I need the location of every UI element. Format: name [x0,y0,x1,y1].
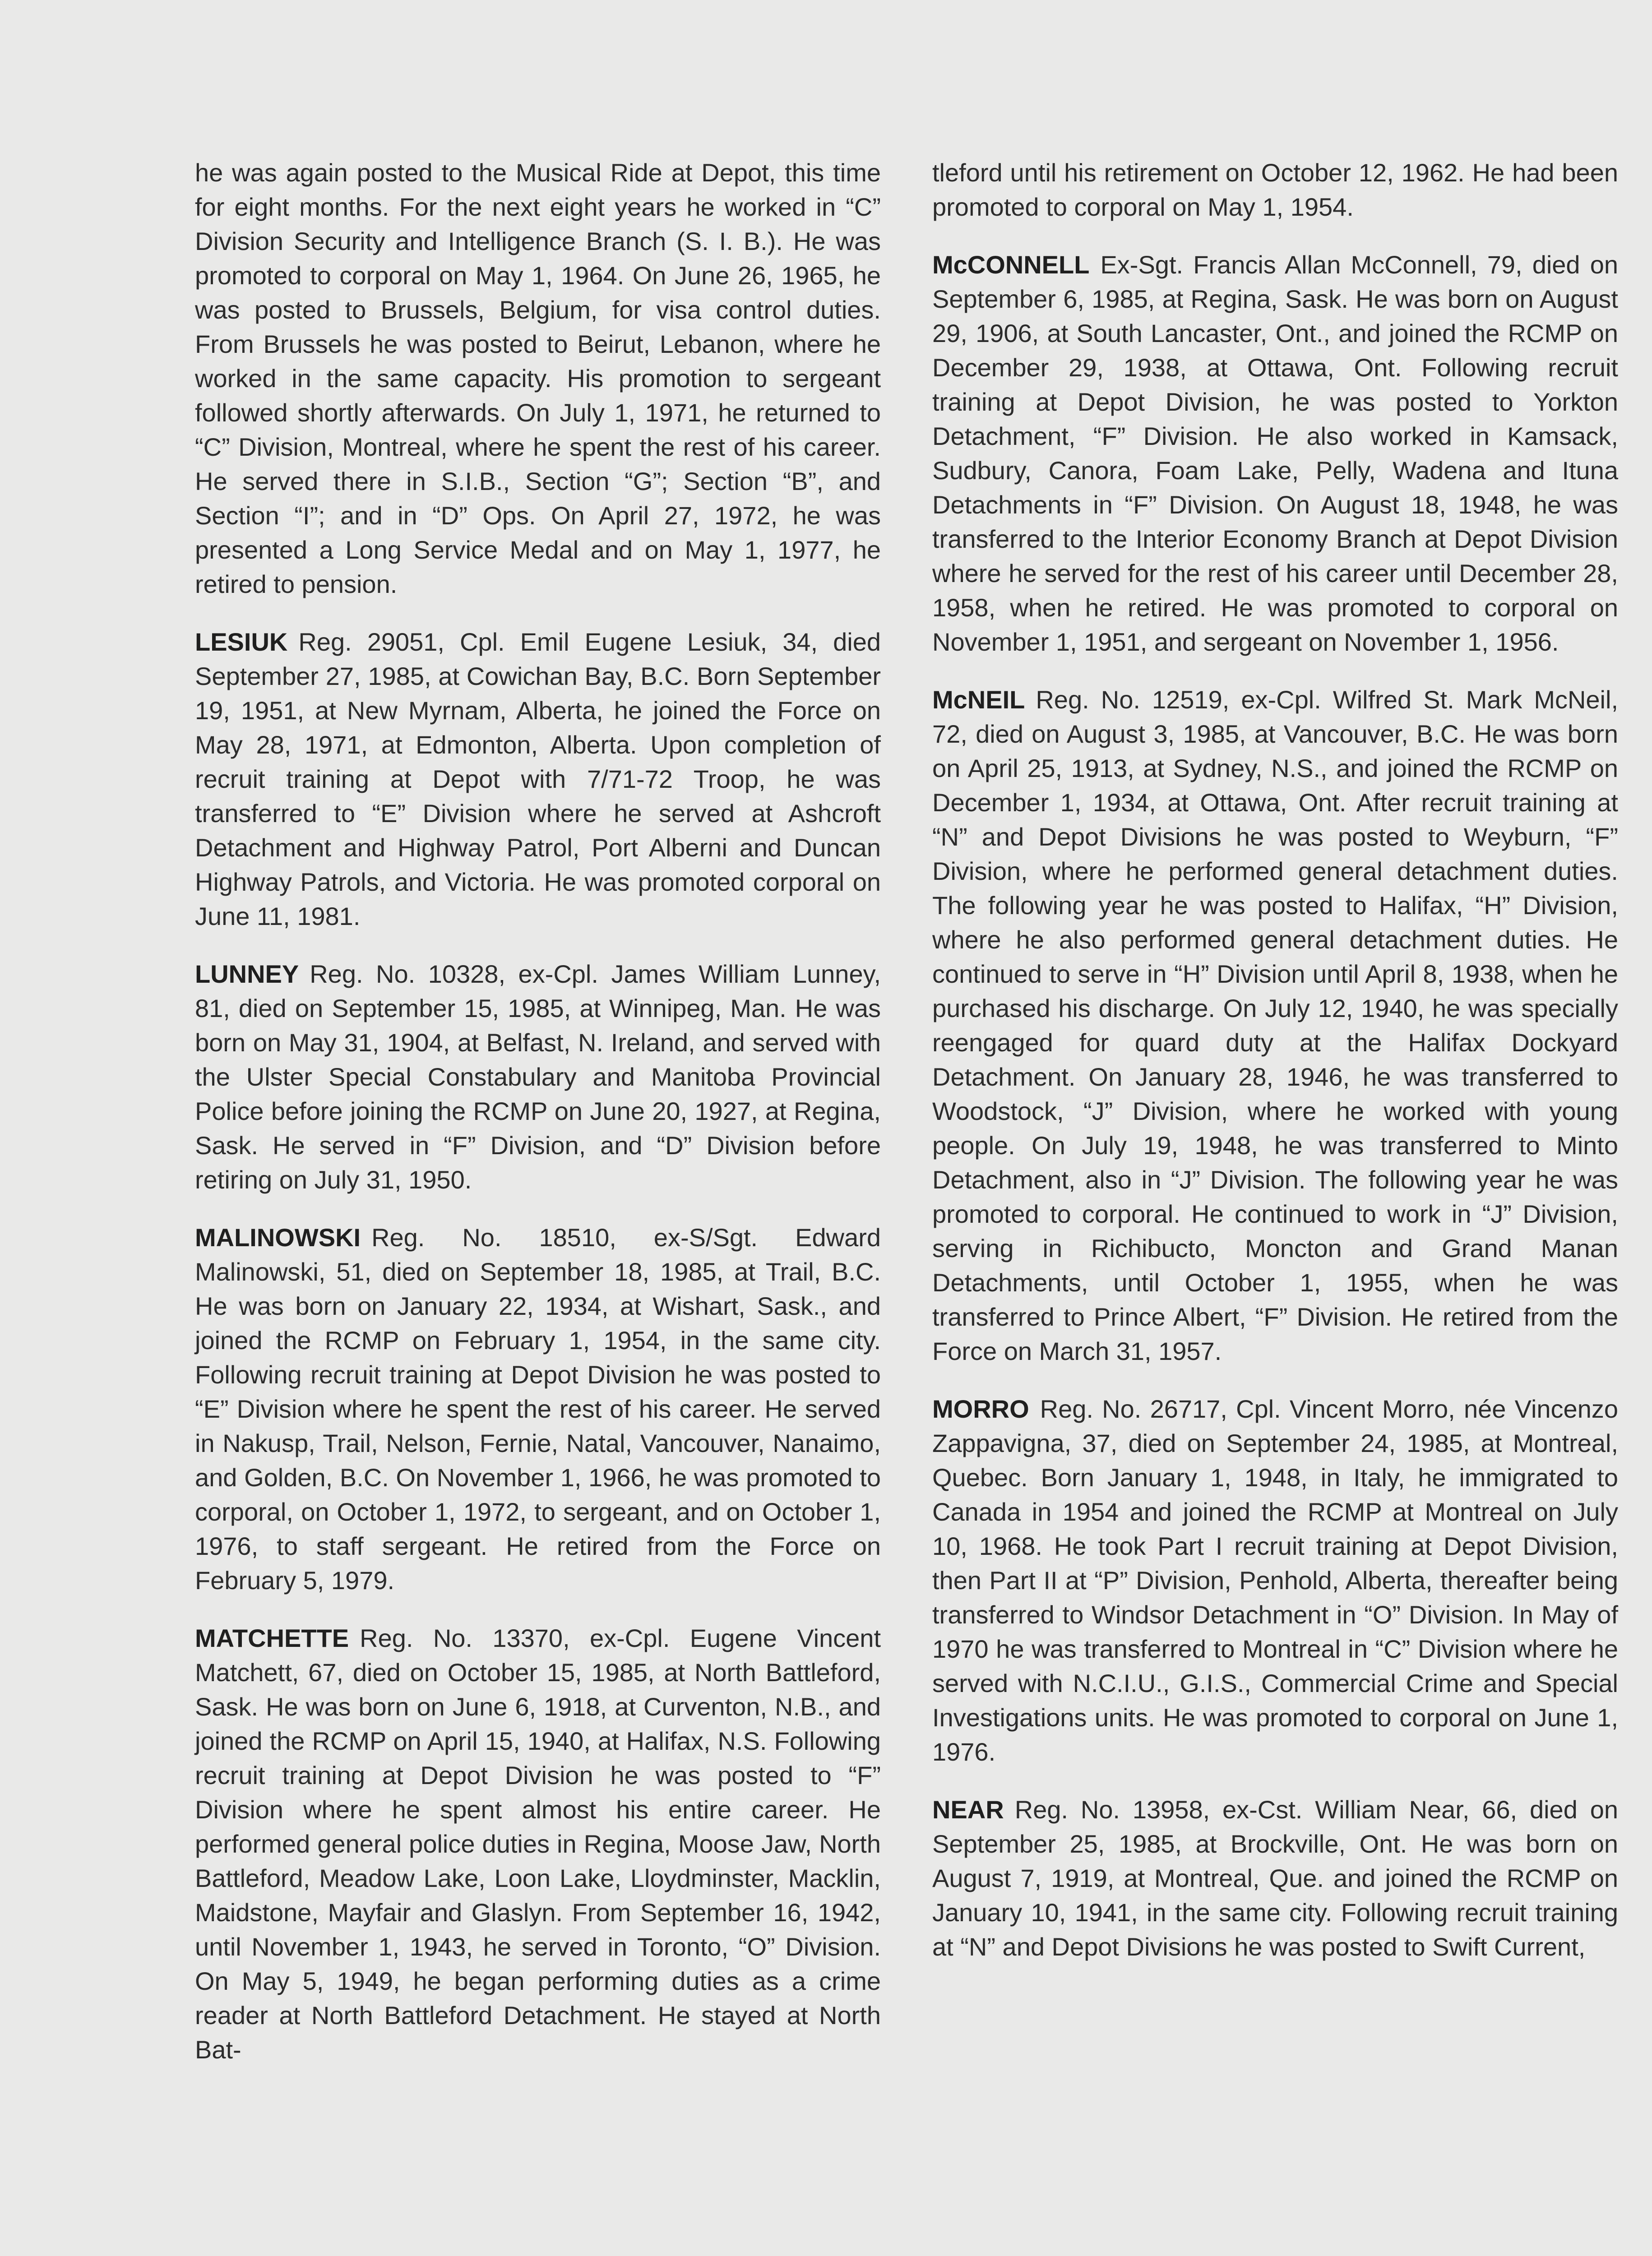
continuation-paragraph [932,156,1618,224]
obituary-entry [195,625,881,934]
obituary-entry [195,957,881,1197]
obituary-entry [932,1392,1618,1769]
obituary-entry [932,683,1618,1368]
obituary-text: Reg. No. 12519, ex-Cpl. Wilfred St. Mark McNeil, 72, died on August 3, 1985, at Vancouver, B.C. He was born on April 25, 1913, at Sydney, N.S., and joined the RCMP on December 1, 1934, at Ottawa, Ont. After recruit training at “N” and Depot Divisions he was posted to Weyburn, “F” Division, where he performed general detachment duties. The following year he was posted to Halifax, “H” Division, where he also performed general detachment duties. He continued to serve in “H” Division until April 8, 1938, when he purchased his discharge. On July 12, 1940, he was specially reengaged for quard duty at the Halifax Dockyard Detachment. On January 28, 1946, he was transferred to Woodstock, “J” Division, where he worked with young people. On July 19, 1948, he was transferred to Minto Detachment, also in “J” Division. The following year he was promoted to corporal. He continued to work in “J” Division, serving in Richibucto, Moncton and Grand Manan Detachments, until October 1, 1955, when he was transferred to Prince Albert, “F” Division. He retired from the Force on March 31, 1957. [932,685,1618,1365]
obituary-text: Reg. No. 10328, ex-Cpl. James William Lunney, 81, died on September 15, 1985, at Winnipeg, Man. He was born on May 31, 1904, at Belfast, N. Ireland, and served with the Ulster Special Constabulary and Manitoba Provincial Police before joining the RCMP on June 20, 1927, at Regina, Sask. He served in “F” Division, and “D” Division before retiring on July 31, 1950. [195,960,881,1194]
continuation-text: he was again posted to the Musical Ride at Depot, this time for eight months. For the next eight years he worked in “C” Division Security and Intelligence Branch (S. I. B.). He was promoted to corporal on May 1, 1964. On June 26, 1965, he was posted to Brussels, Belgium, for visa control duties. From Brussels he was posted to Beirut, Lebanon, where he worked in the same capacity. His promotion to sergeant followed shortly afterwards. On July 1, 1971, he returned to “C” Division, Montreal, where he spent the rest of his career. He served there in S.I.B., Section “G”; Section “B”, and Section “I”; and in “D” Ops. On April 27, 1972, he was presented a Long Service Medal and on May 1, 1977, he retired to pension. [195,158,881,598]
right-column [932,156,1618,1988]
obituary-text: Reg. No. 13370, ex-Cpl. Eugene Vincent Matchett, 67, died on October 15, 1985, at North Battleford, Sask. He was born on June 6, 1918, at Curventon, N.B., and joined the RCMP on April 15, 1940, at Halifax, N.S. Following recruit training at Depot Division he was posted to “F” Division where he spent almost his entire career. He performed general police duties in Regina, Moose Jaw, North Battleford, Meadow Lake, Loon Lake, Lloydminster, Macklin, Maidstone, Mayfair and Glaslyn. From September 16, 1942, until November 1, 1943, he served in Toronto, “O” Division. On May 5, 1949, he began performing duties as a crime reader at North Battleford Detachment. He stayed at North Bat- [195,1624,881,2064]
obituary-text: Reg. 29051, Cpl. Emil Eugene Lesiuk, 34, died September 27, 1985, at Cowichan Bay, B.C. Born September 19, 1951, at New Myrnam, Alberta, he joined the Force on May 28, 1971, at Edmonton, Alberta. Upon completion of recruit training at Depot with 7/71-72 Troop, he was transferred to “E” Division where he served at Ashcroft Detachment and Highway Patrol, Port Alberni and Duncan Highway Patrols, and Victoria. He was promoted corporal on June 11, 1981. [195,628,881,930]
obituary-surname: MORRO [932,1395,1029,1423]
obituary-text: Reg. No. 13958, ex-Cst. William Near, 66, died on September 25, 1985, at Brockville, Ont. He was born on August 7, 1919, at Montreal, Que. and joined the RCMP on January 10, 1941, in the same city. Following recruit training at “N” and Depot Divisions he was posted to Swift Current, [932,1795,1618,1961]
obituary-surname: NEAR [932,1795,1004,1824]
continuation-paragraph [195,156,881,601]
obituary-text: Reg. No. 18510, ex-S/Sgt. Edward Malinowski, 51, died on September 18, 1985, at Trail, B.C. He was born on January 22, 1934, at Wishart, Sask., and joined the RCMP on February 1, 1954, in the same city. Following recruit training at Depot Division he was posted to “E” Division where he spent the rest of his career. He served in Nakusp, Trail, Nelson, Fernie, Natal, Vancouver, Nanaimo, and Golden, B.C. On November 1, 1966, he was promoted to corporal, on October 1, 1972, to sergeant, and on October 1, 1976, to staff sergeant. He retired from the Force on February 5, 1979. [195,1223,881,1595]
continuation-text: tleford until his retirement on October 12, 1962. He had been promoted to corporal on May 1, 1954. [932,158,1618,221]
obituary-entry [195,1220,881,1598]
obituary-text: Ex-Sgt. Francis Allan McConnell, 79, died on September 6, 1985, at Regina, Sask. He was born on August 29, 1906, at South Lancaster, Ont., and joined the RCMP on December 29, 1938, at Ottawa, Ont. Following recruit training at Depot Division, he was posted to Yorkton Detachment, “F” Division. He also worked in Kamsack, Sudbury, Canora, Foam Lake, Pelly, Wadena and Ituna Detachments in “F” Division. On August 18, 1948, he was transferred to the Interior Economy Branch at Depot Division where he served for the rest of his career until December 28, 1958, when he retired. He was promoted to corporal on November 1, 1951, and sergeant on November 1, 1956. [932,250,1618,656]
obituary-entry [932,1793,1618,1964]
obituary-entry [195,1621,881,2067]
obituary-entry [932,248,1618,659]
obituary-surname: MALINOWSKI [195,1223,361,1252]
obituary-surname: MATCHETTE [195,1624,349,1652]
obituary-surname: McCONNELL [932,250,1090,279]
obituary-surname: McNEIL [932,685,1025,714]
obituary-surname: LUNNEY [195,960,299,988]
obituary-text: Reg. No. 26717, Cpl. Vincent Morro, née Vincenzo Zappavigna, 37, died on September 24, 1985, at Montreal, Quebec. Born January 1, 1948, in Italy, he immigrated to Canada in 1954 and joined the RCMP at Montreal on July 10, 1968. He took Part I recruit training at Depot Division, then Part II at “P” Division, Penhold, Alberta, thereafter being transferred to Windsor Detachment in “O” Division. In May of 1970 he was transferred to Montreal in “C” Division where he served with N.C.I.U., G.I.S., Commercial Crime and Special Investigations units. He was promoted to corporal on June 1, 1976. [932,1395,1618,1766]
left-column [195,156,881,2090]
obituary-surname: LESIUK [195,628,288,656]
